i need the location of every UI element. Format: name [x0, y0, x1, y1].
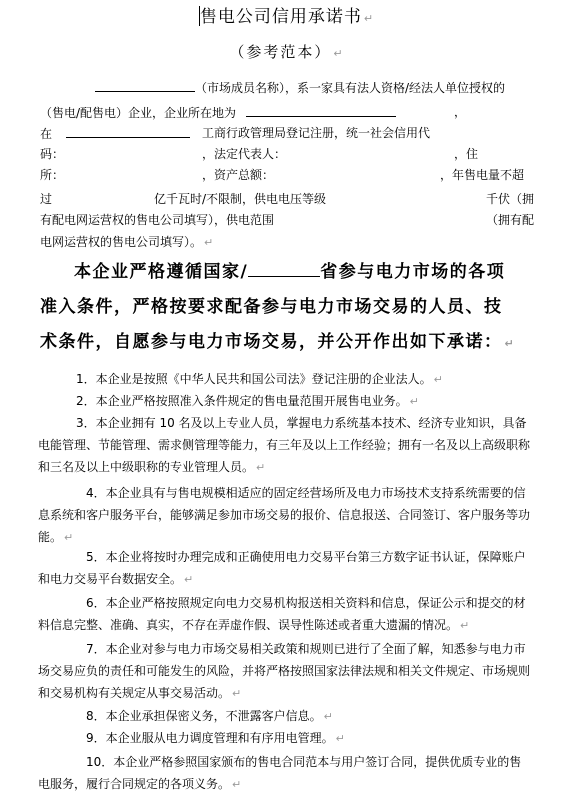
- document-title: 售电公司信用承诺书 ↵: [199, 7, 375, 27]
- intro-line-5: 所：: [40, 168, 65, 182]
- commitment-item-4: 4．本企业具有与售电规模相适应的固定经营场所及电力市场技术支持系统需要的信息系统和客户服务平台，能够满足参加市场交易的报价、信息报送、合同签订、客户服务等功能。 ↵: [38, 486, 531, 544]
- intro-line-5-c: ，年售电量不超: [440, 168, 525, 182]
- return-mark: ↵: [460, 619, 470, 632]
- fill-in-blank: [248, 260, 320, 277]
- intro-line-2: （售电/配售电）企业，企业所在地为: [40, 103, 396, 122]
- intro-line-8: 电网运营权的售电公司填写）。 ↵: [40, 235, 214, 249]
- intro-line-6-c: 千伏（拥: [486, 192, 535, 206]
- return-mark: ↵: [64, 531, 74, 544]
- return-mark: ↵: [504, 337, 516, 350]
- commitment-item-10: 10．本企业严格参照国家颁布的售电合同范本与用户签订合同，提供优质专业的售电服务，履行合同规定的各项义务。 ↵: [38, 755, 522, 791]
- commitment-item-3: 3．本企业拥有 10 名及以上专业人员，掌握电力系统基本技术、经济专业知识，具备电能管理、节能管理、需求侧管理等能力，有三年及以上工作经验；拥有一名及以上高级职称和三名及以上中级职称的专业管理人员。 ↵: [38, 416, 531, 474]
- return-mark: ↵: [333, 47, 345, 60]
- intro-line-6-b: 亿千瓦时/不限制，供电电压等级: [154, 192, 327, 206]
- intro-line-4: 码：: [40, 147, 65, 161]
- commitment-item-2: 2．本企业严格按照准入条件规定的售电量范围开展售电业务。 ↵: [76, 394, 419, 408]
- return-mark: ↵: [232, 778, 242, 791]
- intro-line-7: 有配电网运营权的售电公司填写），供电范围: [40, 213, 275, 227]
- commitment-item-8: 8．本企业承担保密义务，不泄露客户信息。 ↵: [86, 709, 333, 723]
- pledge-heading-line-2: 准入条件，严格按要求配备参与电力市场交易的人员、技: [40, 297, 503, 317]
- commitment-item-5: 5．本企业将按时办理完成和正确使用电力交易平台第三方数字证书认证，保障账户和电力交易平台数据安全。 ↵: [38, 550, 526, 586]
- fill-in-blank: [95, 78, 195, 92]
- intro-line-4-b: ，法定代表人：: [202, 147, 287, 161]
- intro-line-1: （市场成员名称），系一家具有法人资格/经法人单位授权的: [95, 78, 505, 97]
- intro-line-5-b: ，资产总额：: [202, 168, 275, 182]
- intro-line-4-c: ，住: [454, 147, 479, 161]
- return-mark: ↵: [335, 732, 345, 745]
- return-mark: ↵: [433, 373, 443, 386]
- fill-in-blank: [246, 103, 396, 117]
- intro-line-2-end: ，: [454, 105, 467, 119]
- return-mark: ↵: [232, 687, 242, 700]
- return-mark: ↵: [409, 395, 419, 408]
- fill-in-blank: [66, 124, 190, 138]
- commitment-item-7: 7．本企业对参与电力市场交易相关政策和规则已进行了全面了解，知悉参与电力市场交易应负的责任和可能发生的风险，并将严格按照国家法律法规和相关文件规定、市场规则和交易机构有关规定从事交易活动。 ↵: [38, 642, 531, 700]
- return-mark: ↵: [323, 710, 333, 723]
- return-mark: ↵: [204, 236, 214, 249]
- intro-line-6: 过: [40, 192, 53, 206]
- commitment-item-1: 1．本企业是按照《中华人民共和国公司法》登记注册的企业法人。 ↵: [76, 372, 443, 386]
- commitment-item-6: 6．本企业严格按照规定向电力交易机构报送相关资料和信息，保证公示和提交的材料信息完整、准确、真实，不存在弄虚作假、误导性陈述或者重大遗漏的情况。 ↵: [38, 596, 526, 632]
- intro-line-3-b: 工商行政管理局登记注册，统一社会信用代: [202, 126, 431, 140]
- document-subtitle: （参考范本） ↵: [229, 43, 345, 61]
- intro-line-7-b: （拥有配: [486, 213, 535, 227]
- commitment-item-9: 9．本企业服从电力调度管理和有序用电管理。 ↵: [86, 731, 345, 745]
- return-mark: ↵: [363, 12, 375, 25]
- pledge-heading-line-3: 术条件，自愿参与电力市场交易，并公开作出如下承诺： ↵: [40, 332, 516, 352]
- return-mark: ↵: [184, 573, 194, 586]
- pledge-heading-line-1: 本企业严格遵循国家/ 省参与电力市场的各项: [74, 262, 506, 282]
- pledge-heading: [40, 255, 540, 361]
- return-mark: ↵: [256, 461, 266, 474]
- intro-line-3: 在: [40, 124, 190, 143]
